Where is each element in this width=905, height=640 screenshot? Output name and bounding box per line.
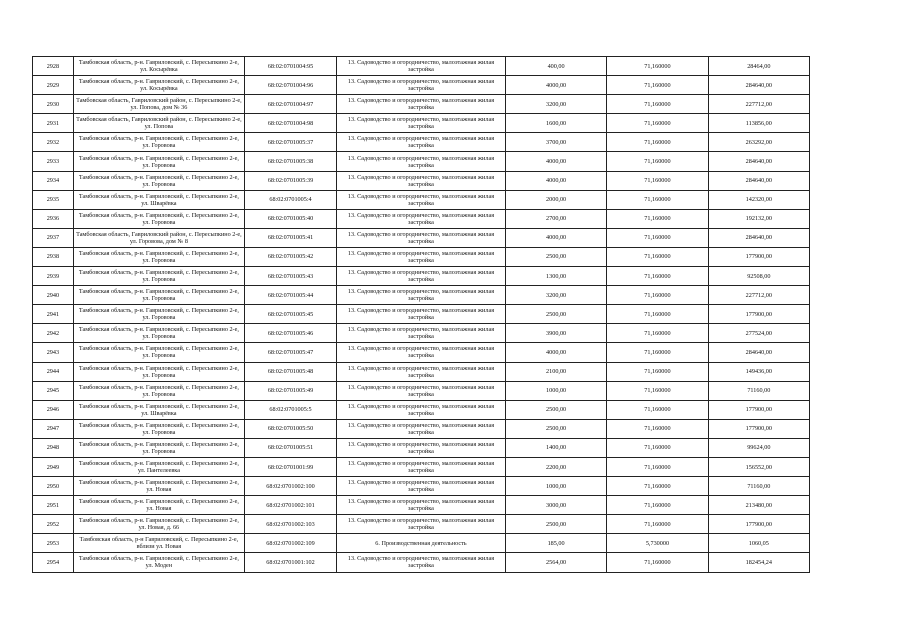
table-row [33, 534, 810, 553]
cadastral-number-cell: 68:02:0701002:109 [245, 534, 337, 553]
specific-value-cell: 71,160000 [607, 343, 708, 362]
table-row [33, 305, 810, 324]
cadastral-value-cell: 71160,00 [708, 477, 809, 496]
land-use-cell: 13. Садоводство и огородничество, малоэтажная жилая застройка [337, 95, 506, 114]
cadastral-number-cell: 68:02:0701002:100 [245, 477, 337, 496]
row-number: 2937 [33, 228, 74, 247]
area-cell: 1400,00 [505, 438, 606, 457]
address-cell: Тамбовская область, р-н. Гавриловский, с. Пересыпкино 2-е, ул. Шварёвка [73, 400, 244, 419]
specific-value-cell: 71,160000 [607, 190, 708, 209]
cadastral-value-cell: 177900,00 [708, 305, 809, 324]
land-use-cell: 13. Садоводство и огородничество, малоэтажная жилая застройка [337, 438, 506, 457]
table-row [33, 133, 810, 152]
area-cell: 2564,00 [505, 553, 606, 572]
cadastral-number-cell: 68:02:0701005:50 [245, 419, 337, 438]
cadastral-value-cell: 1060,05 [708, 534, 809, 553]
row-number: 2948 [33, 438, 74, 457]
land-use-cell: 13. Садоводство и огородничество, малоэтажная жилая застройка [337, 515, 506, 534]
table-row [33, 381, 810, 400]
specific-value-cell: 71,160000 [607, 267, 708, 286]
cadastral-value-cell: 177900,00 [708, 515, 809, 534]
table-row [33, 515, 810, 534]
table-row [33, 400, 810, 419]
specific-value-cell: 71,160000 [607, 457, 708, 476]
land-use-cell: 13. Садоводство и огородничество, малоэтажная жилая застройка [337, 362, 506, 381]
row-number: 2953 [33, 534, 74, 553]
row-number: 2928 [33, 57, 74, 76]
table-row [33, 477, 810, 496]
area-cell: 400,00 [505, 57, 606, 76]
address-cell: Тамбовская область, р-н. Гавриловский, с. Пересыпкино 2-е, ул. Горовова [73, 381, 244, 400]
row-number: 2945 [33, 381, 74, 400]
area-cell: 4000,00 [505, 171, 606, 190]
cadastral-number-cell: 68:02:0701004:97 [245, 95, 337, 114]
table-body [33, 57, 810, 573]
area-cell: 2500,00 [505, 419, 606, 438]
cadastral-value-cell: 227712,00 [708, 95, 809, 114]
land-use-cell: 13. Садоводство и огородничество, малоэтажная жилая застройка [337, 133, 506, 152]
address-cell: Тамбовская область, р-н. Гавриловский, с. Пересыпкино 2-е, ул. Горовова [73, 286, 244, 305]
specific-value-cell: 71,160000 [607, 133, 708, 152]
specific-value-cell: 71,160000 [607, 515, 708, 534]
area-cell: 2100,00 [505, 362, 606, 381]
row-number: 2947 [33, 419, 74, 438]
area-cell: 3200,00 [505, 286, 606, 305]
address-cell: Тамбовская область, р-н. Гавриловский, с. Пересыпкино 2-е, ул. Горовова [73, 171, 244, 190]
cadastral-number-cell: 68:02:0701005:46 [245, 324, 337, 343]
land-use-cell: 13. Садоводство и огородничество, малоэтажная жилая застройка [337, 190, 506, 209]
area-cell: 2500,00 [505, 400, 606, 419]
address-cell: Тамбовская область, р-н. Гавриловский, с. Пересыпкино 2-е, ул. Горовова [73, 438, 244, 457]
land-use-cell: 13. Садоводство и огородничество, малоэтажная жилая застройка [337, 57, 506, 76]
area-cell: 4000,00 [505, 343, 606, 362]
address-cell: Тамбовская область, р-н. Гавриловский, с. Пересыпкино 2-е, ул. Пантелеевка [73, 457, 244, 476]
row-number: 2943 [33, 343, 74, 362]
area-cell: 4000,00 [505, 228, 606, 247]
table-row [33, 419, 810, 438]
land-use-cell: 13. Садоводство и огородничество, малоэтажная жилая застройка [337, 171, 506, 190]
cadastral-value-cell: 156552,00 [708, 457, 809, 476]
area-cell: 3200,00 [505, 95, 606, 114]
area-cell: 2000,00 [505, 190, 606, 209]
table-row [33, 324, 810, 343]
table-row [33, 171, 810, 190]
table-row [33, 95, 810, 114]
specific-value-cell: 71,160000 [607, 209, 708, 228]
address-cell: Тамбовская область, р-н. Гавриловский, с. Пересыпкино 2-е, ул. Косырёвка [73, 57, 244, 76]
area-cell: 3900,00 [505, 324, 606, 343]
specific-value-cell: 71,160000 [607, 305, 708, 324]
table-row [33, 457, 810, 476]
row-number: 2941 [33, 305, 74, 324]
land-use-cell: 13. Садоводство и огородничество, малоэтажная жилая застройка [337, 76, 506, 95]
address-cell: Тамбовская область, р-н. Гавриловский, с. Пересыпкино 2-е, ул. Новая [73, 477, 244, 496]
cadastral-value-cell: 113856,00 [708, 114, 809, 133]
cadastral-value-cell: 28464,00 [708, 57, 809, 76]
area-cell: 1000,00 [505, 477, 606, 496]
table-row [33, 209, 810, 228]
row-number: 2940 [33, 286, 74, 305]
table-row [33, 553, 810, 572]
specific-value-cell: 71,160000 [607, 362, 708, 381]
cadastral-value-cell: 227712,00 [708, 286, 809, 305]
row-number: 2950 [33, 477, 74, 496]
row-number: 2942 [33, 324, 74, 343]
specific-value-cell: 71,160000 [607, 477, 708, 496]
row-number: 2929 [33, 76, 74, 95]
cadastral-value-cell: 284640,00 [708, 171, 809, 190]
table-row [33, 114, 810, 133]
area-cell: 185,00 [505, 534, 606, 553]
land-use-cell: 13. Садоводство и огородничество, малоэтажная жилая застройка [337, 419, 506, 438]
cadastral-value-cell: 92508,00 [708, 267, 809, 286]
table-row [33, 247, 810, 266]
address-cell: Тамбовская область, р-н. Гавриловский, с. Пересыпкино 2-е, ул. Новая, д. 66 [73, 515, 244, 534]
area-cell: 3000,00 [505, 496, 606, 515]
specific-value-cell: 71,160000 [607, 438, 708, 457]
cadastral-value-cell: 149436,00 [708, 362, 809, 381]
specific-value-cell: 71,160000 [607, 152, 708, 171]
land-use-cell: 13. Садоводство и огородничество, малоэтажная жилая застройка [337, 477, 506, 496]
cadastral-number-cell: 68:02:0701001:99 [245, 457, 337, 476]
specific-value-cell: 71,160000 [607, 114, 708, 133]
cadastral-number-cell: 68:02:0701005:43 [245, 267, 337, 286]
cadastral-number-cell: 68:02:0701005:42 [245, 247, 337, 266]
cadastral-number-cell: 68:02:0701004:98 [245, 114, 337, 133]
row-number: 2952 [33, 515, 74, 534]
cadastral-value-cell: 177900,00 [708, 419, 809, 438]
row-number: 2936 [33, 209, 74, 228]
specific-value-cell: 71,160000 [607, 400, 708, 419]
specific-value-cell: 71,160000 [607, 228, 708, 247]
cadastral-value-cell: 277524,00 [708, 324, 809, 343]
address-cell: Тамбовская область, р-н. Гавриловский, с. Пересыпкино 2-е, ул. Новая [73, 496, 244, 515]
cadastral-number-cell: 68:02:0701002:103 [245, 515, 337, 534]
cadastral-value-cell: 182454,24 [708, 553, 809, 572]
table-row [33, 152, 810, 171]
row-number: 2949 [33, 457, 74, 476]
address-cell: Тамбовская область, р-н. Гавриловский, с. Пересыпкино 2-е, ул. Горовова [73, 133, 244, 152]
land-use-cell: 13. Садоводство и огородничество, малоэтажная жилая застройка [337, 553, 506, 572]
cadastral-value-cell: 284640,00 [708, 152, 809, 171]
cadastral-number-cell: 68:02:0701005:45 [245, 305, 337, 324]
land-use-cell: 13. Садоводство и огородничество, малоэтажная жилая застройка [337, 228, 506, 247]
land-use-cell: 13. Садоводство и огородничество, малоэтажная жилая застройка [337, 400, 506, 419]
address-cell: Тамбовская область, р-н Гавриловский, с. Пересыпкино 2-е, вблизи ул. Новая [73, 534, 244, 553]
cadastral-number-cell: 68:02:0701002:101 [245, 496, 337, 515]
table-row [33, 286, 810, 305]
area-cell: 1000,00 [505, 381, 606, 400]
specific-value-cell: 71,160000 [607, 324, 708, 343]
area-cell: 3700,00 [505, 133, 606, 152]
cadastral-number-cell: 68:02:0701005:48 [245, 362, 337, 381]
cadastral-number-cell: 68:02:0701005:51 [245, 438, 337, 457]
table-row [33, 343, 810, 362]
table-row [33, 76, 810, 95]
area-cell: 4000,00 [505, 76, 606, 95]
cadastral-number-cell: 68:02:0701001:102 [245, 553, 337, 572]
area-cell: 2200,00 [505, 457, 606, 476]
cadastral-number-cell: 68:02:0701005:49 [245, 381, 337, 400]
cadastral-number-cell: 68:02:0701005:39 [245, 171, 337, 190]
land-use-cell: 13. Садоводство и огородничество, малоэтажная жилая застройка [337, 114, 506, 133]
cadastral-value-cell: 177900,00 [708, 400, 809, 419]
cadastral-value-cell: 142320,00 [708, 190, 809, 209]
address-cell: Тамбовская область, р-н. Гавриловский, с. Пересыпкино 2-е, ул. Горовова [73, 247, 244, 266]
area-cell: 2500,00 [505, 305, 606, 324]
area-cell: 4000,00 [505, 152, 606, 171]
cadastral-number-cell: 68:02:0701004:95 [245, 57, 337, 76]
land-use-cell: 13. Садоводство и огородничество, малоэтажная жилая застройка [337, 209, 506, 228]
cadastral-number-cell: 68:02:0701005:41 [245, 228, 337, 247]
table-row [33, 438, 810, 457]
row-number: 2935 [33, 190, 74, 209]
area-cell: 1600,00 [505, 114, 606, 133]
area-cell: 2500,00 [505, 247, 606, 266]
table-row [33, 190, 810, 209]
specific-value-cell: 71,160000 [607, 553, 708, 572]
address-cell: Тамбовская область, р-н. Гавриловский, с. Пересыпкино 2-е, ул. Горовова [73, 152, 244, 171]
land-use-cell: 13. Садоводство и огородничество, малоэтажная жилая застройка [337, 343, 506, 362]
address-cell: Тамбовская область, Гавриловский район, с. Пересыпкино 2-е, ул. Горовова, дом № 8 [73, 228, 244, 247]
cadastral-number-cell: 68:02:0701005:37 [245, 133, 337, 152]
row-number: 2954 [33, 553, 74, 572]
specific-value-cell: 71,160000 [607, 381, 708, 400]
land-use-cell: 6. Производственная деятельность [337, 534, 506, 553]
table-row [33, 362, 810, 381]
cadastral-value-cell: 284640,00 [708, 76, 809, 95]
address-cell: Тамбовская область, р-н. Гавриловский, с. Пересыпкино 2-е, ул. Горовова [73, 324, 244, 343]
cadastral-value-cell: 177900,00 [708, 247, 809, 266]
specific-value-cell: 71,160000 [607, 57, 708, 76]
cadastral-number-cell: 68:02:0701004:96 [245, 76, 337, 95]
address-cell: Тамбовская область, р-н. Гавриловский, с. Пересыпкино 2-е, ул. Горовова [73, 362, 244, 381]
row-number: 2934 [33, 171, 74, 190]
address-cell: Тамбовская область, р-н. Гавриловский, с. Пересыпкино 2-е, ул. Горовова [73, 209, 244, 228]
specific-value-cell: 71,160000 [607, 247, 708, 266]
address-cell: Тамбовская область, р-н. Гавриловский, с. Пересыпкино 2-е, ул. Шварёвка [73, 190, 244, 209]
address-cell: Тамбовская область, Гавриловский район, с. Пересыпкино 2-е, ул. Попова [73, 114, 244, 133]
land-use-cell: 13. Садоводство и огородничество, малоэтажная жилая застройка [337, 305, 506, 324]
specific-value-cell: 71,160000 [607, 496, 708, 515]
cadastral-number-cell: 68:02:0701005:40 [245, 209, 337, 228]
area-cell: 1300,00 [505, 267, 606, 286]
cadastral-number-cell: 68:02:0701005:38 [245, 152, 337, 171]
address-cell: Тамбовская область, р-н. Гавриловский, с. Пересыпкино 2-е, ул. Горовова [73, 343, 244, 362]
table-row [33, 496, 810, 515]
specific-value-cell: 71,160000 [607, 419, 708, 438]
row-number: 2930 [33, 95, 74, 114]
specific-value-cell: 71,160000 [607, 286, 708, 305]
row-number: 2939 [33, 267, 74, 286]
land-use-cell: 13. Садоводство и огородничество, малоэтажная жилая застройка [337, 267, 506, 286]
specific-value-cell: 71,160000 [607, 171, 708, 190]
land-use-cell: 13. Садоводство и огородничество, малоэтажная жилая застройка [337, 381, 506, 400]
table-row [33, 267, 810, 286]
cadastral-number-cell: 68:02:0701005:47 [245, 343, 337, 362]
address-cell: Тамбовская область, р-н. Гавриловский, с. Пересыпкино 2-е, ул. Горовова [73, 267, 244, 286]
cadastral-number-cell: 68:02:0701005:5 [245, 400, 337, 419]
land-use-cell: 13. Садоводство и огородничество, малоэтажная жилая застройка [337, 457, 506, 476]
specific-value-cell: 5,730000 [607, 534, 708, 553]
specific-value-cell: 71,160000 [607, 76, 708, 95]
cadastral-value-table [32, 56, 810, 573]
row-number: 2946 [33, 400, 74, 419]
land-use-cell: 13. Садоводство и огородничество, малоэтажная жилая застройка [337, 496, 506, 515]
row-number: 2938 [33, 247, 74, 266]
row-number: 2944 [33, 362, 74, 381]
address-cell: Тамбовская область, р-н. Гавриловский, с. Пересыпкино 2-е, ул. Горовова [73, 419, 244, 438]
cadastral-value-cell: 192132,00 [708, 209, 809, 228]
cadastral-number-cell: 68:02:0701005:4 [245, 190, 337, 209]
cadastral-value-cell: 71160,00 [708, 381, 809, 400]
address-cell: Тамбовская область, р-н. Гавриловский, с. Пересыпкино 2-е, ул. Моден [73, 553, 244, 572]
specific-value-cell: 71,160000 [607, 95, 708, 114]
table-row [33, 57, 810, 76]
land-use-cell: 13. Садоводство и огородничество, малоэтажная жилая застройка [337, 286, 506, 305]
cadastral-number-cell: 68:02:0701005:44 [245, 286, 337, 305]
cadastral-value-cell: 263292,00 [708, 133, 809, 152]
land-use-cell: 13. Садоводство и огородничество, малоэтажная жилая застройка [337, 152, 506, 171]
cadastral-value-cell: 284640,00 [708, 228, 809, 247]
row-number: 2951 [33, 496, 74, 515]
address-cell: Тамбовская область, Гавриловский район, с. Пересыпкино 2-е, ул. Попова, дом № 36 [73, 95, 244, 114]
address-cell: Тамбовская область, р-н. Гавриловский, с. Пересыпкино 2-е, ул. Косырёвка [73, 76, 244, 95]
cadastral-value-cell: 284640,00 [708, 343, 809, 362]
table-row [33, 228, 810, 247]
land-use-cell: 13. Садоводство и огородничество, малоэтажная жилая застройка [337, 247, 506, 266]
cadastral-value-cell: 213480,00 [708, 496, 809, 515]
area-cell: 2700,00 [505, 209, 606, 228]
address-cell: Тамбовская область, р-н. Гавриловский, с. Пересыпкино 2-е, ул. Горовова [73, 305, 244, 324]
cadastral-value-cell: 99624,00 [708, 438, 809, 457]
area-cell: 2500,00 [505, 515, 606, 534]
row-number: 2931 [33, 114, 74, 133]
row-number: 2932 [33, 133, 74, 152]
land-use-cell: 13. Садоводство и огородничество, малоэтажная жилая застройка [337, 324, 506, 343]
row-number: 2933 [33, 152, 74, 171]
